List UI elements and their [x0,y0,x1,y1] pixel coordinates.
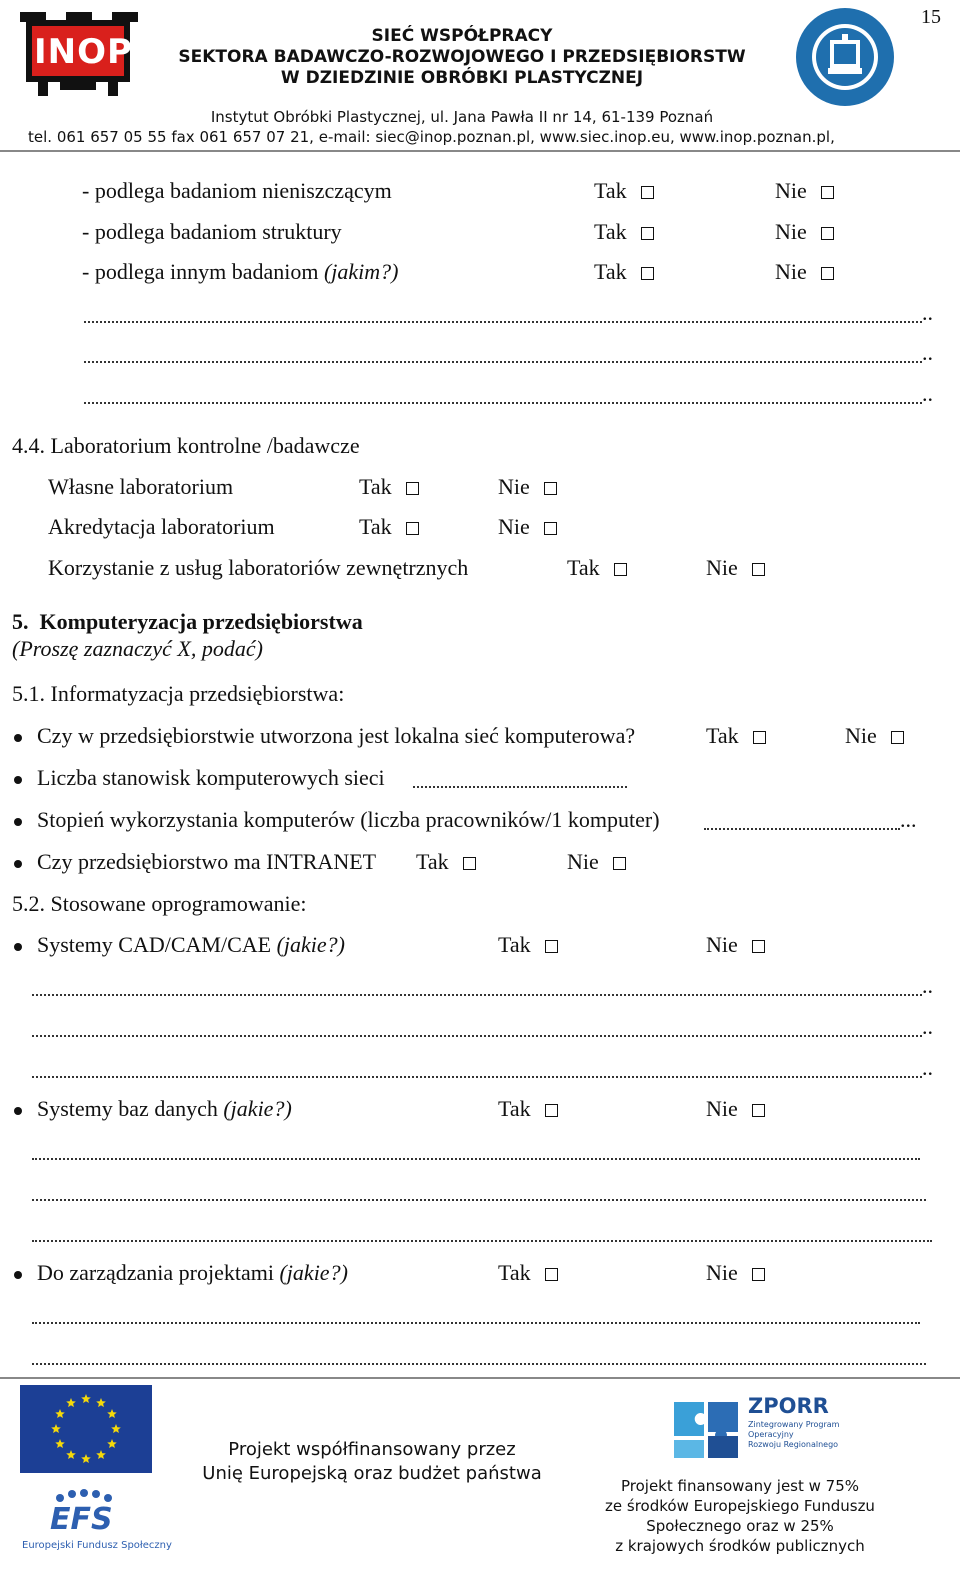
bullet-icon [14,1271,22,1279]
yes-label: Tak [498,1096,531,1121]
yes-label: Tak [594,178,627,203]
checkbox-icon[interactable] [821,186,834,199]
yes-label: Tak [359,474,392,499]
dot-end: .. [922,300,933,325]
checkbox-icon[interactable] [614,563,627,576]
zporr-title: ZPORR [748,1394,829,1418]
software-yes[interactable] [498,1096,558,1122]
efs-logo-text: EFS [50,1502,113,1537]
inop-logo [20,12,138,98]
checkbox-icon[interactable] [545,1268,558,1281]
checkbox-icon[interactable] [752,1268,765,1281]
yes-label: Tak [706,723,739,748]
software-yes[interactable] [498,1260,558,1286]
software-label [37,932,345,958]
lab-row-label: Akredytacja laboratorium [48,514,275,539]
question-yes[interactable] [416,849,476,875]
yes-label: Tak [416,849,449,874]
eu-flag [20,1385,152,1473]
funding-line: z krajowych środków publicznych [615,1537,865,1555]
software-no[interactable] [706,1260,765,1286]
test-row-label [82,259,398,285]
zporr-sub-line: Zintegrowany Program [748,1420,840,1429]
software-label [37,1096,292,1122]
question-yes[interactable] [706,723,766,749]
question-label: Czy w przedsiębiorstwie utworzona jest lokalna sieć komputerowa? [37,723,636,748]
test-row-yes[interactable] [594,178,654,204]
checkbox-icon[interactable] [641,227,654,240]
yes-label: Tak [567,555,600,580]
bullet-icon [14,734,22,742]
software-label-italic: (jakie?) [223,1096,292,1121]
software-label-main: Systemy CAD/CAM/CAE [37,932,277,957]
no-label: Nie [706,1096,738,1121]
bullet-icon [14,818,22,826]
cofinance-line1: Projekt współfinansowany przez [228,1439,516,1460]
no-label: Nie [706,555,738,580]
efs-caption: Europejski Fundusz Społeczny [22,1540,172,1551]
section-title [12,609,363,635]
no-label: Nie [775,219,807,244]
question-label: Czy przedsiębiorstwo ma INTRANET [37,849,377,874]
lab-row-yes[interactable] [359,514,419,540]
header-divider [0,150,960,152]
test-row-no[interactable] [775,178,834,204]
checkbox-icon[interactable] [463,857,476,870]
dotted-fill-line[interactable] [32,1199,926,1201]
dot-end: .. [922,1055,933,1080]
software-yes[interactable] [498,932,558,958]
cofinance-line2: Unię Europejską oraz budżet państwa [202,1463,542,1484]
section-heading: 4.4. Laboratorium kontrolne /badawcze [12,433,360,458]
yes-label: Tak [594,259,627,284]
section-subtitle: (Proszę zaznaczyć X, podać) [12,636,263,661]
no-label: Nie [498,514,530,539]
funding-text [590,1476,890,1556]
checkbox-icon[interactable] [821,227,834,240]
checkbox-icon[interactable] [752,1104,765,1117]
bullet-icon [14,776,22,784]
no-label: Nie [775,178,807,203]
header-title-line1: SIEĆ WSPÓŁPRACY [371,26,553,46]
no-label: Nie [706,1260,738,1285]
bullet-icon [14,860,22,868]
lab-row-no[interactable] [498,474,557,500]
dot-end: .. [922,1014,933,1039]
no-label: Nie [706,932,738,957]
bullet-icon [14,943,22,951]
dot-end: ... [900,807,917,832]
bullet-icon [14,1107,22,1115]
efs-logo [20,1488,172,1578]
software-label-main: Do zarządzania projektami [37,1260,280,1285]
funding-line: Społecznego oraz w 25% [646,1517,834,1535]
question-label: Stopień wykorzystania komputerów (liczba pracowników/1 komputer) [37,807,660,832]
dotted-fill-line[interactable] [84,321,922,323]
checkbox-icon[interactable] [406,522,419,535]
dotted-fill-line[interactable] [32,1076,922,1078]
question-label: Liczba stanowisk komputerowych sieci [37,765,385,790]
no-label: Nie [775,259,807,284]
checkbox-icon[interactable] [545,1104,558,1117]
lab-row-yes[interactable] [359,474,419,500]
section-title-text: Komputeryzacja przedsiębiorstwa [39,609,363,634]
checkbox-icon[interactable] [544,522,557,535]
software-label-italic: (jakie?) [279,1260,348,1285]
software-label-italic: (jakie?) [276,932,345,957]
no-label: Nie [567,849,599,874]
lab-row-label: Własne laboratorium [48,474,234,499]
zporr-sub-line: Rozwoju Regionalnego [748,1440,839,1449]
dotted-fill-line[interactable] [84,361,922,363]
software-no[interactable] [706,932,765,958]
zporr-logo [666,1386,840,1468]
checkbox-icon[interactable] [641,186,654,199]
no-label: Nie [498,474,530,499]
yes-label: Tak [498,1260,531,1285]
checkbox-icon[interactable] [753,731,766,744]
footer-divider [0,1377,960,1379]
yes-label: Tak [359,514,392,539]
test-label-main: - podlega innym badaniom [82,259,324,284]
header-contact: tel. 061 657 05 55 fax 061 657 07 21, e-mail: siec@inop.poznan.pl, www.siec.inop.eu, www.inop.poznan.pl, [28,128,835,146]
page-number: 15 [921,6,941,28]
checkbox-icon[interactable] [752,563,765,576]
software-label-main: Systemy baz danych [37,1096,224,1121]
checkbox-icon[interactable] [821,267,834,280]
test-row-label: - podlega badaniom nieniszczącym [82,178,392,203]
checkbox-icon[interactable] [613,857,626,870]
inop-logo-text: INOP [34,32,133,72]
section-number: 5. [12,609,29,634]
checkbox-icon[interactable] [891,731,904,744]
dotted-fill-line[interactable] [413,786,627,788]
yes-label: Tak [498,932,531,957]
question-no[interactable] [567,849,626,875]
dotted-fill-line[interactable] [32,1240,932,1242]
lab-row-label: Korzystanie z usług laboratoriów zewnętrznych [48,555,469,580]
dotted-fill-line[interactable] [32,1035,922,1037]
dotted-fill-line[interactable] [704,828,900,830]
politechnika-seal [794,6,896,108]
checkbox-icon[interactable] [641,267,654,280]
dot-end: .. [922,340,933,365]
dotted-fill-line[interactable] [84,402,922,404]
subsection-heading: 5.2. Stosowane oprogramowanie: [12,891,307,916]
test-row-yes[interactable] [594,219,654,245]
test-row-yes[interactable] [594,259,654,285]
software-no[interactable] [706,1096,765,1122]
dot-end: .. [922,973,933,998]
checkbox-icon[interactable] [544,482,557,495]
checkbox-icon[interactable] [545,940,558,953]
dotted-fill-line[interactable] [32,994,922,996]
zporr-sub-line: Operacyjny [748,1430,794,1439]
cofinance-text [150,1438,594,1486]
software-label [37,1260,348,1286]
zporr-subtitle [748,1420,839,1450]
checkbox-icon[interactable] [406,482,419,495]
lab-row-no[interactable] [706,555,765,581]
dotted-fill-line[interactable] [32,1322,920,1324]
test-label-italic: (jakim?) [323,259,399,284]
test-row-no[interactable] [775,259,834,285]
funding-line: Projekt finansowany jest w 75% [620,1477,860,1495]
header-title-line3: W DZIEDZINIE OBRÓBKI PLASTYCZNEJ [280,68,644,88]
test-row-label: - podlega badaniom struktury [82,219,342,244]
dotted-fill-line[interactable] [32,1363,926,1365]
header-title [160,26,764,89]
question-no[interactable] [845,723,904,749]
lab-row-yes[interactable] [567,555,627,581]
no-label: Nie [845,723,877,748]
checkbox-icon[interactable] [752,940,765,953]
dot-end: .. [922,381,933,406]
dotted-fill-line[interactable] [32,1158,920,1160]
subsection-heading: 5.1. Informatyzacja przedsiębiorstwa: [12,681,345,706]
funding-line: ze środków Europejskiego Funduszu [605,1497,875,1515]
test-row-no[interactable] [775,219,834,245]
header-address: Instytut Obróbki Plastycznej, ul. Jana Pawła II nr 14, 61-139 Poznań [210,108,714,126]
header-title-line2: SEKTORA BADAWCZO-ROZWOJOWEGO I PRZEDSIĘBIORSTW [178,47,746,67]
lab-row-no[interactable] [498,514,557,540]
yes-label: Tak [594,219,627,244]
